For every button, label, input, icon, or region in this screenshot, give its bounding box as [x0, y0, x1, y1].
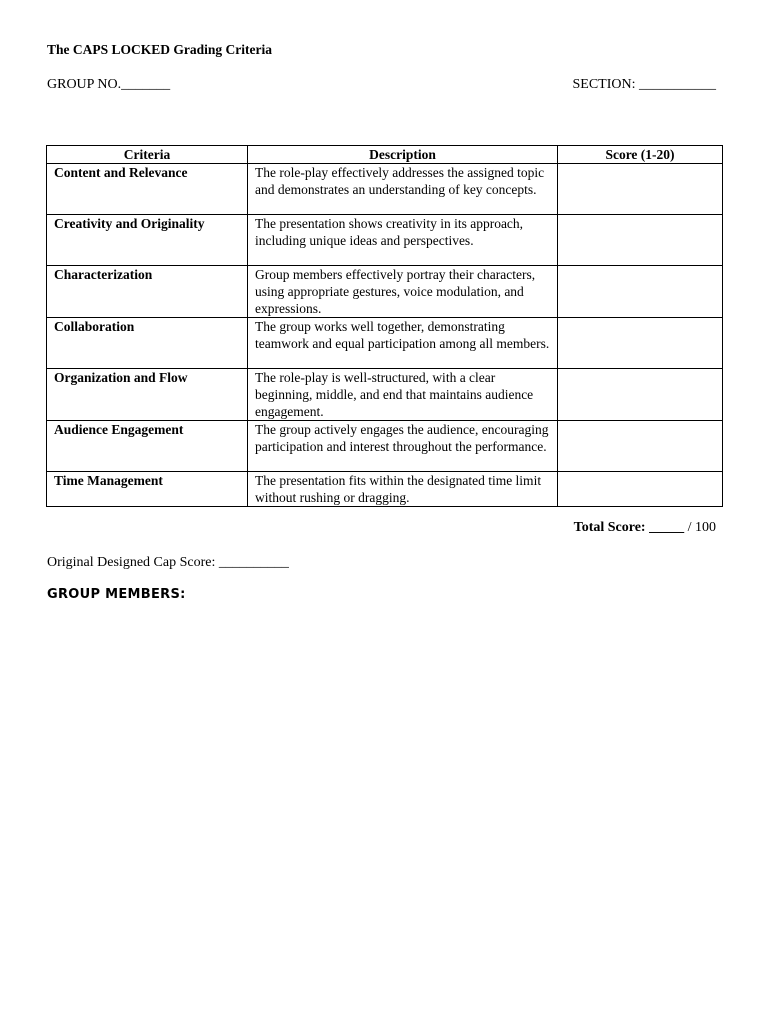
score-cell [558, 369, 723, 421]
table-header-row [47, 146, 723, 164]
table-row [47, 164, 723, 215]
table-row [47, 421, 723, 472]
group-members-heading: GROUP MEMBERS: [47, 587, 186, 602]
table-row [47, 266, 723, 318]
table-row [47, 318, 723, 369]
table-row [47, 369, 723, 421]
criteria-cell: Organization and Flow [47, 369, 248, 421]
table-row [47, 215, 723, 266]
description-cell: The role-play effectively addresses the assigned topic and demonstrates an understanding of key concepts. [248, 164, 558, 215]
score-cell [558, 421, 723, 472]
score-cell [558, 266, 723, 318]
description-cell: The group works well together, demonstrating teamwork and equal participation among all members. [248, 318, 558, 369]
cap-score-field: Original Designed Cap Score: __________ [47, 555, 289, 570]
criteria-cell: Audience Engagement [47, 421, 248, 472]
description-cell: The group actively engages the audience, encouraging participation and interest throughout the performance. [248, 421, 558, 472]
description-cell: The role-play is well-structured, with a clear beginning, middle, and end that maintains audience engagement. [248, 369, 558, 421]
group-number-field: GROUP NO._______ [47, 77, 171, 92]
grading-criteria-table [46, 145, 723, 507]
description-cell: The presentation shows creativity in its approach, including unique ideas and perspectives. [248, 215, 558, 266]
section-field: SECTION: ___________ [572, 77, 716, 92]
criteria-cell: Content and Relevance [47, 164, 248, 215]
description-column-header: Description [248, 146, 558, 164]
score-cell [558, 472, 723, 507]
total-score-blank: _____ [649, 520, 685, 535]
criteria-cell: Collaboration [47, 318, 248, 369]
criteria-cell: Creativity and Originality [47, 215, 248, 266]
criteria-cell: Time Management [47, 472, 248, 507]
total-score-label: Total Score: [573, 520, 646, 535]
score-column-header: Score (1-20) [558, 146, 723, 164]
total-score-max: / 100 [684, 520, 716, 535]
total-score-line [574, 520, 716, 536]
score-cell [558, 164, 723, 215]
table-row [47, 472, 723, 507]
score-cell [558, 215, 723, 266]
description-cell: Group members effectively portray their characters, using appropriate gestures, voice modulation, and expressions. [248, 266, 558, 318]
document-title: The CAPS LOCKED Grading Criteria [47, 42, 272, 57]
criteria-cell: Characterization [47, 266, 248, 318]
score-cell [558, 318, 723, 369]
criteria-column-header: Criteria [47, 146, 248, 164]
description-cell: The presentation fits within the designated time limit without rushing or dragging. [248, 472, 558, 507]
